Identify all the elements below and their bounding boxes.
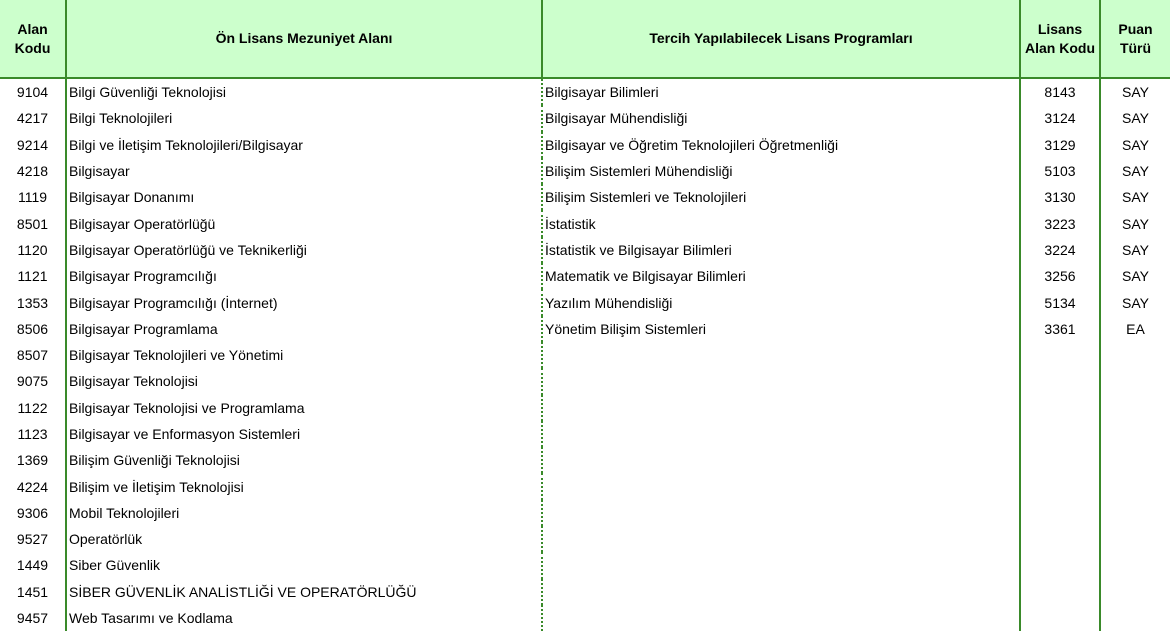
on-lisans-alan-cell: Bilgisayar Teknolojisi ve Programlama bbox=[66, 395, 542, 421]
on-lisans-alan-cell: SİBER GÜVENLİK ANALİSTLİĞİ VE OPERATÖRLÜĞÜ bbox=[66, 579, 542, 605]
puan-turu-cell: SAY bbox=[1122, 241, 1149, 258]
table-row bbox=[0, 210, 1170, 236]
on-lisans-alan-cell: Bilgisayar Programlama bbox=[66, 316, 542, 342]
lisans-program-cell bbox=[542, 579, 1020, 605]
lisans-program-cell bbox=[542, 342, 1020, 368]
puan-turu-cell: SAY bbox=[1122, 215, 1149, 232]
on-lisans-alan-cell: Bilgisayar Donanımı bbox=[66, 184, 542, 210]
lisans-program-cell bbox=[542, 552, 1020, 578]
puan-turu-cell: SAY bbox=[1122, 163, 1149, 180]
table-header bbox=[0, 0, 1170, 78]
table-row bbox=[0, 579, 1170, 605]
on-lisans-alan-cell: Bilgisayar bbox=[66, 158, 542, 184]
lisans-program-cell bbox=[542, 368, 1020, 394]
puan-turu-cell bbox=[1100, 500, 1170, 526]
puan-turu-cell bbox=[1100, 342, 1170, 368]
table-row bbox=[0, 184, 1170, 210]
lisans-program-cell bbox=[542, 500, 1020, 526]
lisans-alan-kodu-cell bbox=[1020, 500, 1100, 526]
puan-turu-cell: SAY bbox=[1122, 110, 1149, 127]
table-row bbox=[0, 105, 1170, 131]
lisans-alan-kodu-cell bbox=[1020, 395, 1100, 421]
alan-kodu-cell: 4224 bbox=[0, 473, 66, 499]
lisans-alan-kodu-cell bbox=[1020, 579, 1100, 605]
lisans-program-cell bbox=[542, 421, 1020, 447]
alan-kodu-cell: 9306 bbox=[0, 500, 66, 526]
lisans-alan-kodu-cell bbox=[1020, 552, 1100, 578]
table-row bbox=[0, 289, 1170, 315]
on-lisans-alan-cell: Bilgisayar Operatörlüğü ve Teknikerliği bbox=[66, 237, 542, 263]
lisans-program-cell bbox=[542, 526, 1020, 552]
lisans-alan-kodu-cell: 3223 bbox=[1020, 210, 1100, 236]
puan-turu-cell: SAY bbox=[1122, 189, 1149, 206]
table-body bbox=[0, 78, 1170, 631]
puan-turu-cell bbox=[1100, 552, 1170, 578]
lisans-program-cell: Matematik ve Bilgisayar Bilimleri bbox=[542, 263, 1020, 289]
table-row bbox=[0, 526, 1170, 552]
alan-kodu-cell: 1449 bbox=[0, 552, 66, 578]
on-lisans-alan-cell: Operatörlük bbox=[66, 526, 542, 552]
lisans-program-cell: Yazılım Mühendisliği bbox=[542, 289, 1020, 315]
table-row bbox=[0, 158, 1170, 184]
lisans-program-cell: Bilişim Sistemleri ve Teknolojileri bbox=[542, 184, 1020, 210]
alan-kodu-cell: 1123 bbox=[0, 421, 66, 447]
lisans-program-cell: Bilgisayar Bilimleri bbox=[542, 78, 1020, 105]
alan-kodu-cell: 1369 bbox=[0, 447, 66, 473]
puan-turu-cell: SAY bbox=[1122, 294, 1149, 311]
table-row bbox=[0, 395, 1170, 421]
lisans-program-cell: Yönetim Bilişim Sistemleri bbox=[542, 316, 1020, 342]
header-tercih-lisans-programlari: Tercih Yapılabilecek Lisans Programları bbox=[542, 0, 1020, 78]
table-row bbox=[0, 132, 1170, 158]
alan-kodu-cell: 4217 bbox=[0, 105, 66, 131]
on-lisans-alan-cell: Siber Güvenlik bbox=[66, 552, 542, 578]
lisans-program-cell: Bilişim Sistemleri Mühendisliği bbox=[542, 158, 1020, 184]
on-lisans-alan-cell: Bilgi Teknolojileri bbox=[66, 105, 542, 131]
alan-kodu-cell: 1120 bbox=[0, 237, 66, 263]
alan-kodu-cell: 1122 bbox=[0, 395, 66, 421]
lisans-alan-kodu-cell bbox=[1020, 447, 1100, 473]
puan-turu-cell: EA bbox=[1126, 320, 1145, 337]
header-lisans-alan-kodu: Lisans Alan Kodu bbox=[1020, 0, 1100, 78]
puan-turu-cell: SAY bbox=[1122, 84, 1149, 101]
table-row bbox=[0, 316, 1170, 342]
table-row bbox=[0, 78, 1170, 105]
table-row bbox=[0, 552, 1170, 578]
lisans-program-cell bbox=[542, 473, 1020, 499]
puan-turu-cell: SAY bbox=[1122, 136, 1149, 153]
lisans-alan-kodu-cell: 3124 bbox=[1020, 105, 1100, 131]
on-lisans-alan-cell: Bilgisayar Operatörlüğü bbox=[66, 210, 542, 236]
table-row bbox=[0, 500, 1170, 526]
lisans-program-cell bbox=[542, 605, 1020, 631]
alan-kodu-cell: 9527 bbox=[0, 526, 66, 552]
header-row bbox=[0, 0, 1170, 78]
table-row bbox=[0, 421, 1170, 447]
table-row bbox=[0, 342, 1170, 368]
alan-kodu-cell: 9104 bbox=[0, 78, 66, 105]
on-lisans-alan-cell: Bilişim Güvenliği Teknolojisi bbox=[66, 447, 542, 473]
puan-turu-cell bbox=[1100, 447, 1170, 473]
lisans-program-cell: İstatistik bbox=[542, 210, 1020, 236]
lisans-alan-kodu-cell: 3130 bbox=[1020, 184, 1100, 210]
lisans-program-cell: İstatistik ve Bilgisayar Bilimleri bbox=[542, 237, 1020, 263]
on-lisans-alan-cell: Bilgisayar ve Enformasyon Sistemleri bbox=[66, 421, 542, 447]
alan-kodu-cell: 4218 bbox=[0, 158, 66, 184]
alan-kodu-cell: 9075 bbox=[0, 368, 66, 394]
puan-turu-cell bbox=[1100, 368, 1170, 394]
alan-kodu-cell: 1353 bbox=[0, 289, 66, 315]
lisans-alan-kodu-cell: 3129 bbox=[1020, 132, 1100, 158]
table-row bbox=[0, 605, 1170, 631]
lisans-alan-kodu-cell: 3224 bbox=[1020, 237, 1100, 263]
header-alan-kodu: Alan Kodu bbox=[0, 0, 66, 78]
table-row bbox=[0, 473, 1170, 499]
alan-kodu-cell: 8507 bbox=[0, 342, 66, 368]
lisans-alan-kodu-cell: 5103 bbox=[1020, 158, 1100, 184]
puan-turu-cell bbox=[1100, 421, 1170, 447]
on-lisans-alan-cell: Mobil Teknolojileri bbox=[66, 500, 542, 526]
lisans-program-cell bbox=[542, 447, 1020, 473]
lisans-alan-kodu-cell bbox=[1020, 421, 1100, 447]
alan-kodu-cell: 8506 bbox=[0, 316, 66, 342]
on-lisans-alan-cell: Bilgisayar Programcılığı bbox=[66, 263, 542, 289]
puan-turu-cell bbox=[1100, 473, 1170, 499]
table-row bbox=[0, 447, 1170, 473]
lisans-alan-kodu-cell bbox=[1020, 368, 1100, 394]
alan-kodu-cell: 8501 bbox=[0, 210, 66, 236]
lisans-alan-kodu-cell: 3256 bbox=[1020, 263, 1100, 289]
lisans-alan-kodu-cell bbox=[1020, 473, 1100, 499]
lisans-alan-kodu-cell bbox=[1020, 342, 1100, 368]
lisans-program-cell: Bilgisayar Mühendisliği bbox=[542, 105, 1020, 131]
puan-turu-cell bbox=[1100, 605, 1170, 631]
header-on-lisans-mezuniyet-alani: Ön Lisans Mezuniyet Alanı bbox=[66, 0, 542, 78]
puan-turu-cell bbox=[1100, 579, 1170, 605]
puan-turu-cell bbox=[1100, 395, 1170, 421]
on-lisans-alan-cell: Bilgi Güvenliği Teknolojisi bbox=[66, 78, 542, 105]
table-row bbox=[0, 237, 1170, 263]
on-lisans-alan-cell: Bilgisayar Teknolojileri ve Yönetimi bbox=[66, 342, 542, 368]
table-row bbox=[0, 368, 1170, 394]
lisans-program-cell bbox=[542, 395, 1020, 421]
on-lisans-alan-cell: Bilgi ve İletişim Teknolojileri/Bilgisayar bbox=[66, 132, 542, 158]
lisans-program-cell: Bilgisayar ve Öğretim Teknolojileri Öğretmenliği bbox=[542, 132, 1020, 158]
alan-kodu-cell: 1451 bbox=[0, 579, 66, 605]
table-row bbox=[0, 263, 1170, 289]
on-lisans-alan-cell: Bilişim ve İletişim Teknolojisi bbox=[66, 473, 542, 499]
alan-kodu-cell: 9214 bbox=[0, 132, 66, 158]
alan-kodu-cell: 9457 bbox=[0, 605, 66, 631]
puan-turu-cell bbox=[1100, 526, 1170, 552]
on-lisans-alan-cell: Web Tasarımı ve Kodlama bbox=[66, 605, 542, 631]
puan-turu-cell: SAY bbox=[1122, 268, 1149, 285]
alan-kodu-cell: 1121 bbox=[0, 263, 66, 289]
lisans-alan-kodu-cell: 5134 bbox=[1020, 289, 1100, 315]
on-lisans-alan-cell: Bilgisayar Programcılığı (İnternet) bbox=[66, 289, 542, 315]
header-puan-turu: Puan Türü bbox=[1100, 0, 1170, 78]
on-lisans-alan-cell: Bilgisayar Teknolojisi bbox=[66, 368, 542, 394]
lisans-alan-kodu-cell bbox=[1020, 605, 1100, 631]
alan-kodu-cell: 1119 bbox=[0, 184, 66, 210]
lisans-alan-kodu-cell: 3361 bbox=[1020, 316, 1100, 342]
lisans-alan-kodu-cell: 8143 bbox=[1020, 78, 1100, 105]
lisans-alan-kodu-cell bbox=[1020, 526, 1100, 552]
